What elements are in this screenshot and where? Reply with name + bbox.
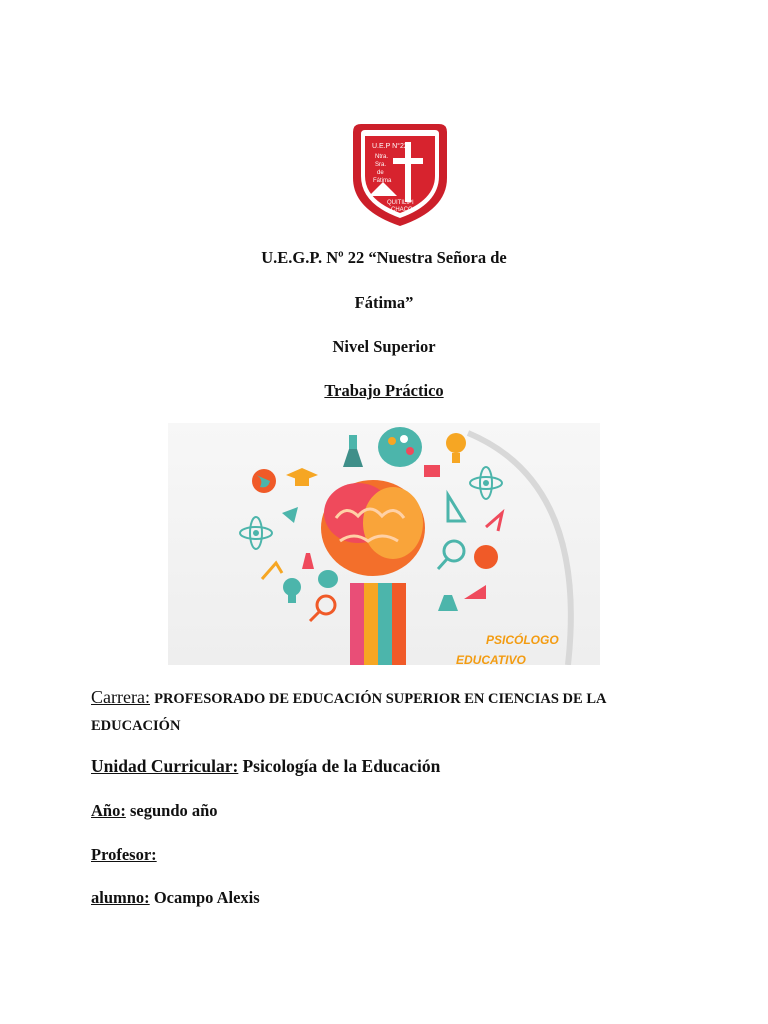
school-crest-logo (345, 118, 455, 230)
book-icon (424, 465, 440, 477)
carrera-row (91, 687, 606, 708)
brain-trunk (350, 583, 406, 665)
carrera-label: Carrera: (91, 687, 150, 707)
unidad-curricular-value: Psicología de la Educación (242, 756, 441, 776)
alumno-label: alumno: (91, 888, 150, 907)
svg-text:QUITILIPI: QUITILIPI (387, 200, 414, 206)
carrera-value-line2: EDUCACIÓN (91, 718, 181, 734)
globe-icon (474, 545, 498, 569)
brain-icon (321, 480, 425, 576)
profesor-label: Profesor: (91, 845, 157, 864)
illustration-caption-line2: EDUCATIVO (456, 653, 526, 665)
svg-text:U.E.P N°22: U.E.P N°22 (372, 143, 408, 150)
lightbulb-icon (446, 433, 466, 463)
illustration-caption-line1: PSICÓLOGO (486, 633, 559, 647)
carrera-value-line1: PROFESORADO DE EDUCACIÓN SUPERIOR EN CIENCIAS DE LA (154, 691, 607, 707)
svg-text:de: de (377, 170, 384, 176)
school-name-line1: U.E.G.P. Nº 22 “Nuestra Señora de (261, 248, 507, 267)
alumno-value: Ocampo Alexis (153, 888, 260, 907)
unidad-curricular-label: Unidad Curricular: (91, 756, 239, 776)
graduation-cap-icon (286, 468, 318, 486)
lightbulb-icon (283, 578, 301, 603)
alumno-row (91, 888, 260, 908)
carrera-row-continued (91, 715, 180, 735)
svg-text:Ntra.: Ntra. (375, 154, 389, 160)
level-title: Nivel Superior (332, 337, 436, 356)
svg-text:Sra.: Sra. (375, 162, 387, 168)
unidad-curricular-row (91, 756, 440, 777)
anio-row (91, 801, 218, 821)
anio-label: Año: (91, 801, 126, 820)
school-name-line2: Fátima” (354, 293, 414, 312)
flask-icon (343, 435, 363, 467)
globe-icon (252, 469, 276, 493)
ruler-triangle-icon (448, 495, 464, 521)
assignment-title-wrap (0, 381, 768, 401)
palette-icon (378, 427, 422, 467)
atom-icon (240, 517, 272, 549)
psychology-illustration (168, 423, 600, 665)
atom-icon (470, 467, 502, 499)
palette-icon (318, 570, 338, 588)
assignment-title: Trabajo Práctico (324, 381, 444, 400)
svg-text:Fátima: Fátima (373, 178, 392, 184)
anio-value: segundo año (129, 801, 218, 820)
svg-text:CHACO: CHACO (391, 207, 413, 213)
profesor-row (91, 845, 157, 865)
